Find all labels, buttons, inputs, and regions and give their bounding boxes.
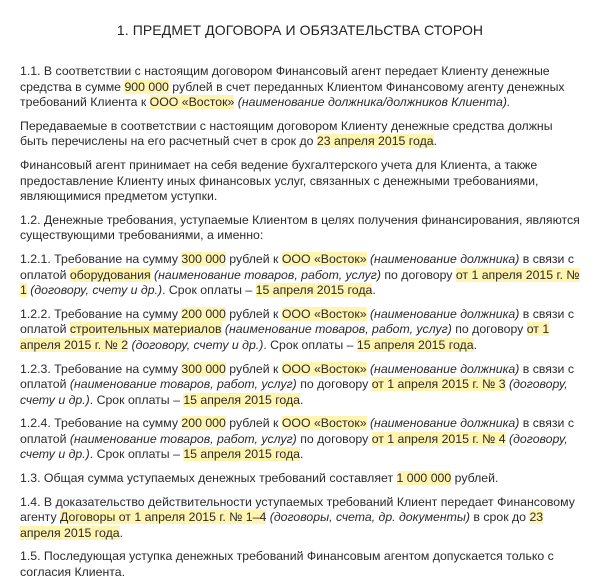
text-run: рублей. (451, 471, 499, 486)
text-run: 1.3. Общая сумма уступаемых денежных требований составляет (20, 471, 397, 486)
text-run: . (119, 525, 124, 540)
highlighted-value: ООО «Восток» (281, 251, 367, 266)
highlighted-value: 300 000 (181, 361, 226, 376)
highlighted-value: 300 000 (181, 251, 226, 266)
text-run: рублей к (225, 361, 282, 376)
highlighted-value: ООО «Восток» (281, 416, 367, 431)
text-run: рублей к (225, 416, 282, 431)
clause-1-2-4 (20, 416, 580, 463)
highlighted-value: 200 000 (181, 416, 226, 431)
text-run: Передаваемые в соответствии с настоящим договором Клиенту денежные средства должны быть перечислены на его расчетный счет в срок до (20, 118, 553, 149)
text-run: . Срок оплаты – (263, 337, 357, 352)
placeholder-note: (наименование товаров, работ, услуг) (69, 377, 297, 392)
text-run: 1.1. В соответствии с настоящим договором Финансовый агент передает Клиенту денежные средства в сумме (20, 64, 550, 94)
placeholder-note: (наименование товаров, работ, услуг) (221, 322, 452, 337)
placeholder-note: (договору, счету и др.) (20, 431, 568, 462)
clause-1-1-payment-term (20, 119, 580, 150)
highlighted-value: от 1 апреля 2015 г. № 2 (20, 322, 550, 352)
text-run: рублей к (225, 306, 282, 321)
placeholder-note: (наименование должника) (366, 251, 520, 266)
text-run: 1.2.1. Требование на сумму (20, 251, 182, 266)
text-run: рублей в счет переданных Клиентом Финансовому агенту денежных требований Клиента к (20, 79, 565, 110)
highlighted-value: 15 апреля 2015 года (356, 337, 474, 352)
text-run: . Срок оплаты – (162, 283, 256, 298)
text-run: по договору (296, 377, 372, 392)
clause-1-2-1 (20, 252, 580, 299)
placeholder-note: (наименование должника/должников Клиента). (234, 95, 511, 110)
highlighted-value: 900 000 (124, 79, 169, 94)
highlighted-value: от 1 апреля 2015 г. № 1 (20, 267, 580, 298)
text-run: 1.5. Последующая уступка денежных требований Финансовым агентом допускается только с согласия Клиента. (20, 549, 554, 580)
placeholder-note: (наименование должника) (366, 361, 520, 376)
highlighted-value: ООО «Восток» (149, 95, 235, 110)
text-run: по договору (380, 267, 456, 282)
placeholder-note: (договору, счету и др.) (26, 283, 163, 298)
placeholder-note: (договору, счету и др.) (20, 377, 568, 407)
clause-1-2 (20, 213, 580, 244)
text-run: 1.4. В доказательство действительности уступаемых требований Клиент передает Финансовому агенту (20, 494, 575, 525)
clause-1-5 (20, 549, 580, 580)
text-run: . (433, 134, 438, 149)
placeholder-note: (договору, счету и др.) (128, 337, 264, 352)
clause-1-2-2 (20, 307, 580, 354)
highlighted-value: строительных материалов (69, 322, 222, 337)
highlighted-value: 15 апреля 2015 года (183, 392, 301, 407)
text-run: . (300, 392, 304, 407)
highlighted-value: 15 апреля 2015 года (255, 283, 373, 298)
placeholder-note: (наименование должника) (366, 306, 520, 321)
highlighted-value: 1 000 000 (396, 471, 452, 486)
placeholder-note: (договоры, счета, др. документы) (266, 510, 471, 525)
text-run: по договору (296, 431, 372, 446)
text-run: в срок до (470, 510, 530, 525)
clause-1-2-3 (20, 362, 580, 409)
highlighted-value: от 1 апреля 2015 г. № 4 (371, 431, 506, 446)
text-run: . (473, 337, 477, 352)
section-title: 1. ПРЕДМЕТ ДОГОВОРА И ОБЯЗАТЕЛЬСТВА СТОРОН (116, 22, 484, 38)
text-run: в связи с оплатой (20, 416, 574, 446)
text-run: 1.2.3. Требование на сумму (20, 361, 182, 376)
section-body (20, 64, 580, 581)
text-run: в связи с оплатой (20, 361, 574, 392)
text-run: Финансовый агент принимает на себя ведение бухгалтерского учета для Клиента, а также предоставление Клиенту иных финансовых услуг, связанных с денежными требованиями, являющимися предметом уступки. (20, 157, 539, 204)
highlighted-value: оборудования (69, 267, 151, 282)
clause-1-1-accounting (20, 158, 580, 205)
highlighted-value: 15 апреля 2015 года (183, 447, 301, 462)
clause-1-1 (20, 64, 580, 111)
highlighted-value: Договоры от 1 апреля 2015 г. № 1–4 (60, 510, 267, 525)
highlighted-value: 23 апреля 2015 года (316, 134, 434, 149)
text-run: в связи с оплатой (20, 306, 574, 337)
highlighted-value: от 1 апреля 2015 г. № 3 (371, 377, 506, 392)
text-run: . Срок оплаты – (89, 392, 184, 407)
text-run: рублей к (225, 251, 282, 266)
text-run: в связи с оплатой (20, 251, 574, 282)
highlighted-value: 200 000 (181, 306, 226, 321)
placeholder-note: (наименование товаров, работ, услуг) (150, 267, 381, 282)
clause-1-3 (20, 471, 580, 487)
text-run: по договору (451, 322, 527, 337)
placeholder-note: (наименование должника) (366, 416, 520, 431)
highlighted-value: ООО «Восток» (281, 306, 367, 321)
clause-1-4 (20, 495, 580, 542)
text-run: . (372, 283, 376, 298)
highlighted-value: ООО «Восток» (281, 361, 367, 376)
placeholder-note: (наименование товаров, работ, услуг) (69, 431, 297, 446)
text-run: 1.2. Денежные требования, уступаемые Клиентом в целях получения финансирования, являются существующими требованиями, а именно: (20, 212, 580, 243)
highlighted-value: 23 апреля 2015 года (20, 510, 544, 540)
text-run: . (300, 447, 304, 462)
text-run: . Срок оплаты – (89, 447, 184, 462)
text-run: 1.2.2. Требование на сумму (20, 306, 182, 321)
text-run: 1.2.4. Требование на сумму (20, 416, 182, 431)
